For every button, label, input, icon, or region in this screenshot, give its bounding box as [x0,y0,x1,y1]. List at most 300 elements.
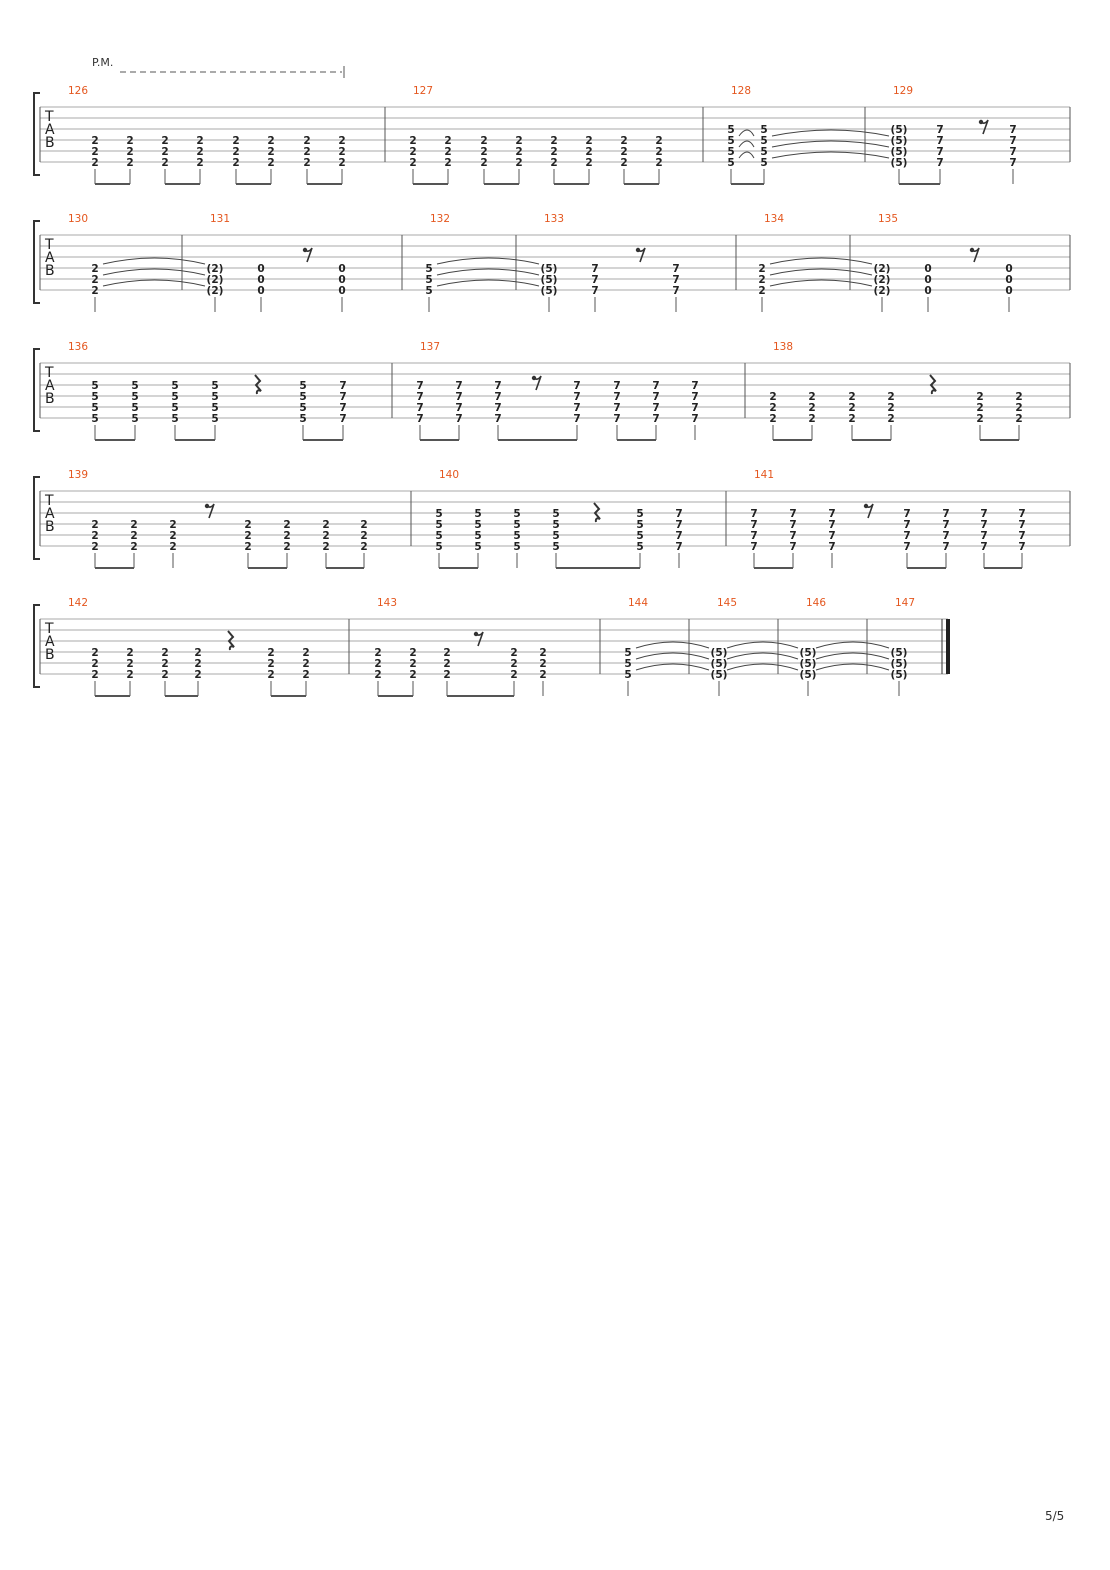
fret-number: 5 [435,530,443,542]
fret-number: 2 [196,135,204,147]
fret-number: 2 [443,658,451,670]
fret-number: 7 [339,413,347,425]
fret-number: 7 [942,530,950,542]
tie-arc [770,269,872,275]
fret-number: 5 [91,402,99,414]
fret-number: 2 [539,647,547,659]
tab-clef-letter: T [45,109,54,125]
fret-number: 5 [299,402,307,414]
system-bracket [34,605,40,687]
fret-number: 5 [636,508,644,520]
tab-clef-letter: A [45,250,55,266]
fret-number: 7 [1009,157,1017,169]
fret-number: 2 [194,647,202,659]
fret-number: 0 [338,285,346,297]
eighth-rest-dot-icon [205,504,209,508]
fret-number: 5 [727,124,735,136]
fret-number: 7 [936,157,944,169]
fret-number: 2 [976,413,984,425]
tie-arc [739,141,754,147]
fret-number: 2 [161,157,169,169]
tie-arc [739,152,754,158]
fret-number: (5) [890,658,908,670]
fret-number: 2 [409,658,417,670]
fret-number: 7 [691,402,699,414]
system-bracket [34,349,40,431]
fret-number: 7 [942,541,950,553]
fret-number: 2 [585,146,593,158]
fret-number: 2 [283,530,291,542]
fret-number: 7 [691,391,699,403]
tab-clef-letter: A [45,378,55,394]
fret-number: 2 [1015,402,1023,414]
fret-number: (5) [799,658,817,670]
fret-number: 2 [91,146,99,158]
fret-number: 5 [760,135,768,147]
fret-number: 0 [1005,274,1013,286]
measure-number: 129 [893,85,914,97]
fret-number: 5 [474,530,482,542]
system-bracket [34,477,40,559]
fret-number: 5 [425,274,433,286]
fret-number: 2 [244,541,252,553]
fret-number: 2 [91,285,99,297]
fret-number: 5 [513,541,521,553]
fret-number: 5 [299,380,307,392]
fret-number: 2 [232,146,240,158]
fret-number: 2 [887,413,895,425]
fret-number: 7 [750,541,758,553]
fret-number: 7 [591,274,599,286]
measure-number: 146 [806,597,827,609]
tab-clef-letter: T [45,365,54,381]
fret-number: 2 [444,157,452,169]
fret-number: 2 [510,669,518,681]
fret-number: 7 [416,402,424,414]
fret-number: 7 [613,391,621,403]
fret-number: 2 [550,135,558,147]
fret-number: 5 [474,519,482,531]
fret-number: 7 [789,508,797,520]
fret-number: 7 [903,519,911,531]
fret-number: 2 [808,413,816,425]
fret-number: 2 [620,157,628,169]
fret-number: 7 [573,391,581,403]
fret-number: 7 [750,508,758,520]
eighth-rest-dot-icon [532,376,536,380]
fret-number: 2 [267,669,275,681]
fret-number: 2 [126,146,134,158]
fret-number: 2 [303,146,311,158]
fret-number: 7 [494,391,502,403]
fret-number: (5) [890,124,908,136]
fret-number: 5 [636,519,644,531]
tab-clef-letter: B [45,647,55,663]
fret-number: 0 [1005,285,1013,297]
fret-number: 5 [513,508,521,520]
fret-number: 2 [409,135,417,147]
fret-number: 2 [620,135,628,147]
tab-clef-letter: B [45,263,55,279]
tab-clef-letter: T [45,237,54,253]
fret-number: 2 [808,391,816,403]
fret-number: 7 [672,263,680,275]
tie-arc [437,258,539,264]
fret-number: 2 [655,146,663,158]
fret-number: 2 [848,402,856,414]
fret-number: 7 [573,380,581,392]
fret-number: (5) [710,658,728,670]
tie-arc [727,664,798,670]
measure-number: 132 [430,213,451,225]
fret-number: 5 [513,519,521,531]
fret-number: 2 [480,146,488,158]
measure-number: 136 [68,341,89,353]
fret-number: 2 [769,402,777,414]
fret-number: 2 [267,647,275,659]
measure-number: 135 [878,213,899,225]
fret-number: 0 [1005,263,1013,275]
fret-number: 7 [652,391,660,403]
tie-arc [636,642,709,648]
fret-number: 7 [980,519,988,531]
fret-number: 2 [620,146,628,158]
fret-number: 2 [126,669,134,681]
fret-number: 7 [672,274,680,286]
eighth-rest-dot-icon [636,248,640,252]
fret-number: 2 [769,391,777,403]
fret-number: 0 [924,274,932,286]
tie-arc [103,269,205,275]
fret-number: 7 [613,413,621,425]
tie-arc [772,141,889,147]
fret-number: 2 [126,157,134,169]
fret-number: 2 [169,519,177,531]
fret-number: 7 [339,402,347,414]
fret-number: (5) [890,146,908,158]
fret-number: 7 [339,380,347,392]
fret-number: 5 [425,285,433,297]
fret-number: 2 [302,647,310,659]
fret-number: 2 [302,658,310,670]
fret-number: 2 [161,647,169,659]
staff-system-3 [34,341,1070,440]
fret-number: 0 [257,263,265,275]
fret-number: 2 [360,519,368,531]
fret-number: 2 [510,658,518,670]
fret-number: 2 [267,658,275,670]
fret-number: 2 [848,413,856,425]
tab-clef-letter: A [45,506,55,522]
fret-number: 5 [211,380,219,392]
fret-number: 2 [91,135,99,147]
tab-clef-letter: B [45,519,55,535]
fret-number: 2 [515,146,523,158]
fret-number: (2) [873,263,891,275]
fret-number: 5 [435,508,443,520]
fret-number: 7 [675,508,683,520]
fret-number: 2 [161,658,169,670]
fret-number: 2 [126,658,134,670]
tie-arc [816,664,889,670]
fret-number: 5 [552,530,560,542]
measure-number: 139 [68,469,89,481]
fret-number: 2 [91,263,99,275]
tie-arc [727,653,798,659]
fret-number: 0 [338,274,346,286]
fret-number: 2 [444,146,452,158]
fret-number: 2 [374,669,382,681]
tie-arc [816,653,889,659]
fret-number: 5 [211,402,219,414]
fret-number: 2 [515,135,523,147]
fret-number: 2 [194,669,202,681]
fret-number: 7 [494,402,502,414]
fret-number: 2 [322,530,330,542]
measure-number: 134 [764,213,785,225]
fret-number: 2 [585,135,593,147]
fret-number: (5) [799,669,817,681]
fret-number: 7 [691,413,699,425]
fret-number: 2 [338,157,346,169]
tab-clef-letter: T [45,621,54,637]
fret-number: 2 [130,519,138,531]
fret-number: 5 [299,391,307,403]
fret-number: 2 [409,647,417,659]
fret-number: 7 [573,413,581,425]
fret-number: 2 [244,530,252,542]
fret-number: 7 [750,519,758,531]
fret-number: (2) [206,285,224,297]
fret-number: 2 [443,669,451,681]
fret-number: 7 [613,380,621,392]
fret-number: 2 [758,285,766,297]
eighth-rest-dot-icon [303,248,307,252]
fret-number: 7 [936,146,944,158]
fret-number: 2 [443,647,451,659]
fret-number: 5 [91,380,99,392]
fret-number: 2 [1015,391,1023,403]
fret-number: 2 [91,530,99,542]
fret-number: 2 [480,135,488,147]
fret-number: 2 [267,157,275,169]
system-bracket [34,221,40,303]
fret-number: 5 [131,380,139,392]
fret-number: 7 [1009,135,1017,147]
tab-clef-letter: B [45,135,55,151]
fret-number: 2 [126,135,134,147]
fret-number: 7 [455,402,463,414]
fret-number: 2 [808,402,816,414]
fret-number: (5) [890,647,908,659]
palm-mute-label: P.M. [92,56,114,69]
fret-number: 7 [936,124,944,136]
fret-number: 2 [283,519,291,531]
fret-number: 2 [976,402,984,414]
fret-number: 7 [455,380,463,392]
fret-number: 2 [550,157,558,169]
fret-number: 2 [194,658,202,670]
fret-number: 7 [828,508,836,520]
fret-number: 5 [91,413,99,425]
fret-number: 5 [211,413,219,425]
fret-number: 7 [789,530,797,542]
fret-number: 7 [828,541,836,553]
page-number: 5/5 [1045,1509,1065,1523]
fret-number: 2 [322,541,330,553]
eighth-rest-dot-icon [474,632,478,636]
fret-number: 7 [652,413,660,425]
fret-number: 2 [655,135,663,147]
fret-number: 2 [510,647,518,659]
fret-number: 2 [91,157,99,169]
fret-number: (2) [873,274,891,286]
fret-number: 2 [887,402,895,414]
staff-system-5 [34,597,948,696]
fret-number: 7 [339,391,347,403]
measure-number: 128 [731,85,752,97]
fret-number: 2 [374,658,382,670]
fret-number: 7 [691,380,699,392]
measure-number: 137 [420,341,441,353]
fret-number: 5 [624,658,632,670]
fret-number: 2 [655,157,663,169]
tie-arc [770,258,872,264]
fret-number: (5) [540,263,558,275]
fret-number: 7 [455,391,463,403]
fret-number: 5 [131,413,139,425]
fret-number: 2 [1015,413,1023,425]
measure-number: 144 [628,597,649,609]
fret-number: 2 [91,647,99,659]
fret-number: (5) [799,647,817,659]
tab-clef-letter: T [45,493,54,509]
tie-arc [772,152,889,158]
staff-system-1 [34,85,1070,184]
tie-arc [816,642,889,648]
fret-number: 7 [980,530,988,542]
fret-number: 2 [169,541,177,553]
fret-number: 5 [760,124,768,136]
fret-number: 5 [760,146,768,158]
tab-clef-letter: A [45,634,55,650]
fret-number: 7 [828,530,836,542]
fret-number: 2 [91,658,99,670]
measure-number: 141 [754,469,775,481]
fret-number: 5 [131,402,139,414]
fret-number: 5 [131,391,139,403]
fret-number: 7 [672,285,680,297]
fret-number: 7 [980,508,988,520]
fret-number: (2) [206,274,224,286]
fret-number: 5 [552,508,560,520]
fret-number: 2 [232,157,240,169]
fret-number: (2) [873,285,891,297]
fret-number: 7 [494,413,502,425]
fret-number: 2 [585,157,593,169]
fret-number: 2 [338,146,346,158]
fret-number: 2 [758,263,766,275]
fret-number: 2 [244,519,252,531]
fret-number: 7 [1018,519,1026,531]
fret-number: 2 [161,146,169,158]
fret-number: 2 [303,157,311,169]
fret-number: 7 [591,285,599,297]
measure-number: 130 [68,213,89,225]
fret-number: 2 [976,391,984,403]
fret-number: 5 [435,519,443,531]
fret-number: 7 [675,519,683,531]
fret-number: 0 [924,285,932,297]
fret-number: 7 [416,391,424,403]
tie-arc [770,280,872,286]
fret-number: 2 [130,530,138,542]
fret-number: 7 [750,530,758,542]
fret-number: 7 [613,402,621,414]
fret-number: 2 [409,146,417,158]
fret-number: 2 [360,541,368,553]
fret-number: (5) [890,669,908,681]
fret-number: (5) [710,647,728,659]
fret-number: 5 [760,157,768,169]
fret-number: 2 [515,157,523,169]
fret-number: 2 [550,146,558,158]
fret-number: 5 [624,669,632,681]
fret-number: 0 [924,263,932,275]
fret-number: 7 [980,541,988,553]
fret-number: 7 [828,519,836,531]
fret-number: (5) [890,135,908,147]
fret-number: (5) [890,157,908,169]
fret-number: 2 [303,135,311,147]
measure-number: 147 [895,597,916,609]
fret-number: 7 [1018,508,1026,520]
fret-number: 7 [675,530,683,542]
fret-number: (2) [206,263,224,275]
fret-number: 2 [196,157,204,169]
tie-arc [437,280,539,286]
fret-number: 5 [552,541,560,553]
fret-number: 2 [130,541,138,553]
fret-number: 2 [360,530,368,542]
fret-number: 5 [435,541,443,553]
fret-number: (5) [710,669,728,681]
fret-number: (5) [540,285,558,297]
measure-number: 133 [544,213,565,225]
fret-number: 2 [374,647,382,659]
fret-number: 7 [591,263,599,275]
fret-number: 5 [727,157,735,169]
fret-number: 2 [444,135,452,147]
fret-number: 7 [675,541,683,553]
fret-number: 2 [769,413,777,425]
fret-number: 7 [1009,146,1017,158]
measure-number: 145 [717,597,738,609]
measure-number: 143 [377,597,398,609]
fret-number: 7 [652,402,660,414]
fret-number: 2 [848,391,856,403]
fret-number: 7 [1018,530,1026,542]
fret-number: 2 [887,391,895,403]
fret-number: 5 [513,530,521,542]
fret-number: 2 [267,146,275,158]
fret-number: 2 [126,647,134,659]
fret-number: 7 [936,135,944,147]
fret-number: 5 [727,135,735,147]
eighth-rest-dot-icon [970,248,974,252]
eighth-rest-dot-icon [864,504,868,508]
fret-number: 5 [636,541,644,553]
